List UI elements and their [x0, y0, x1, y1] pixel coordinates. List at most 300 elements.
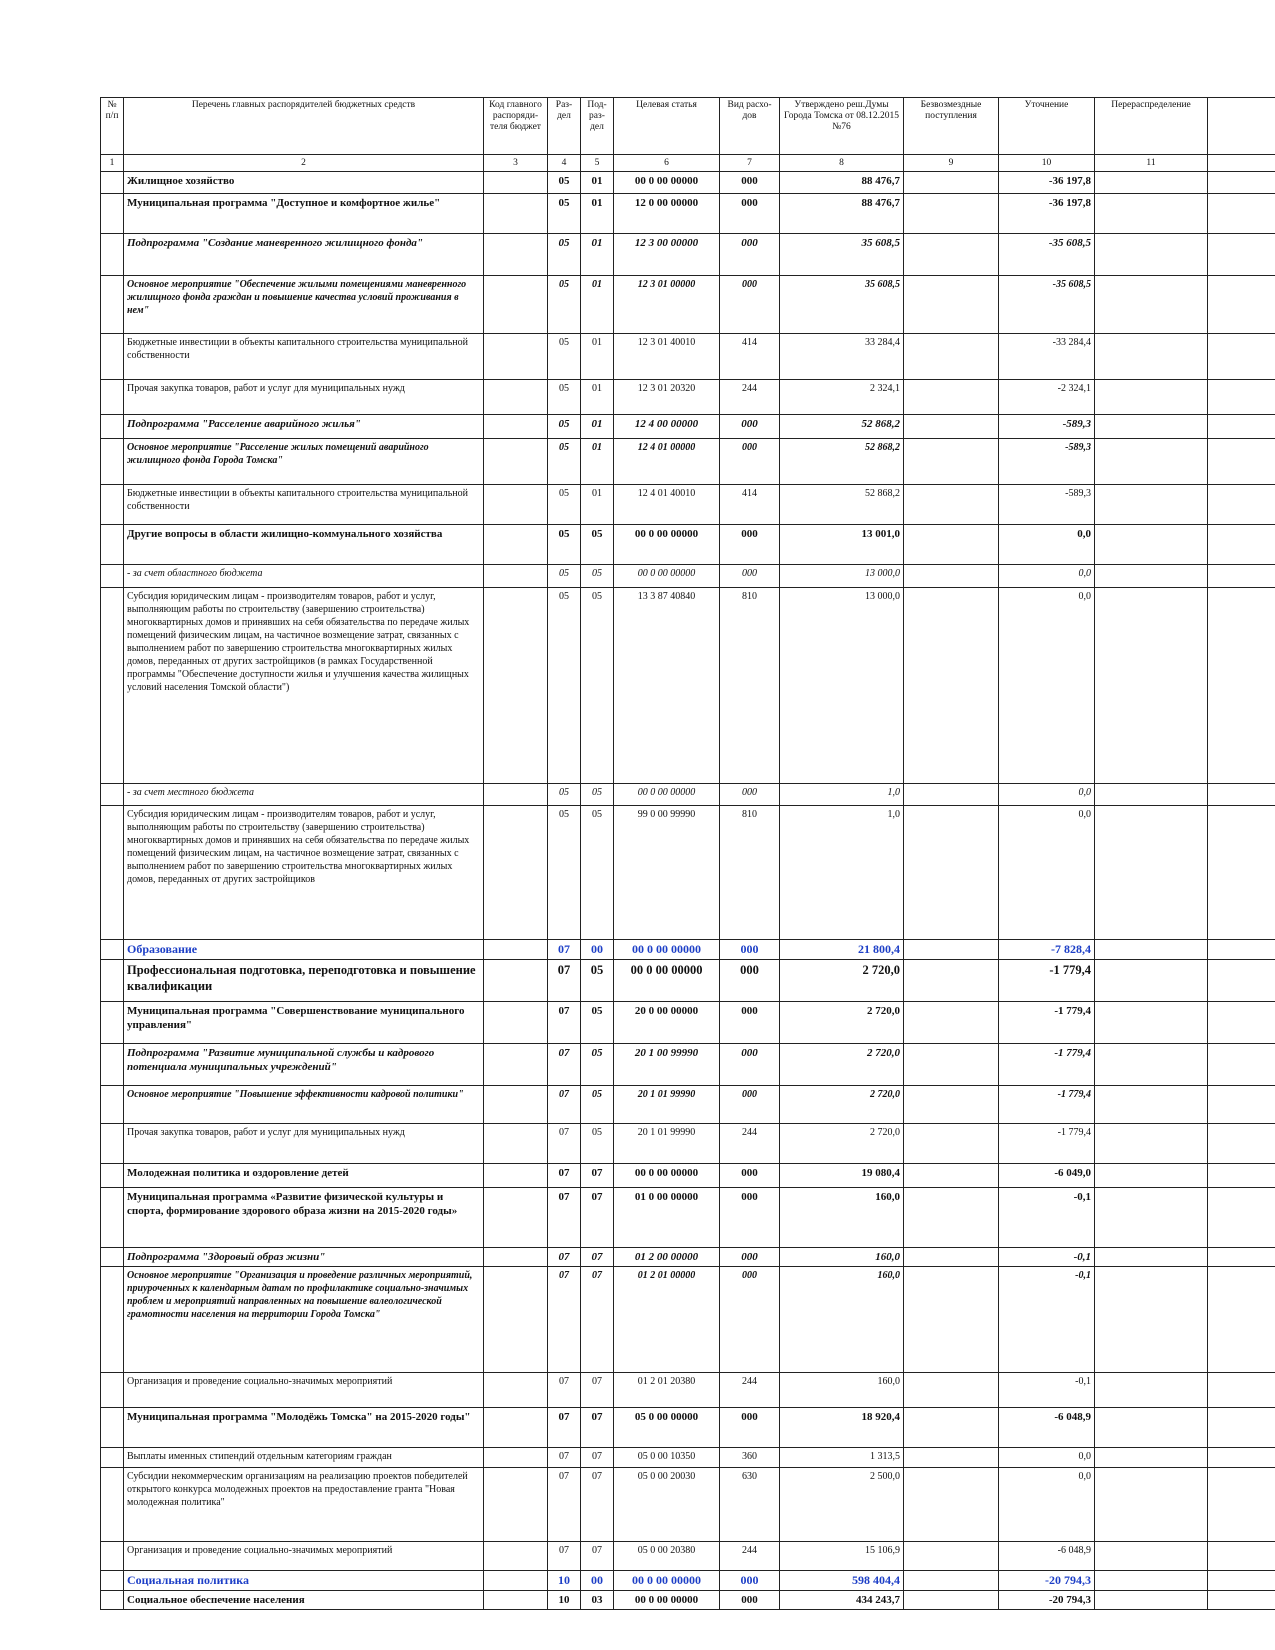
row-number-cell — [101, 276, 124, 334]
manager-code-cell — [484, 1267, 548, 1373]
redistribution-cell — [1095, 784, 1208, 806]
table-row — [101, 1542, 1275, 1571]
item-name-cell: Подпрограмма "Развитие муниципальной службы и кадрового потенциала муниципальных учреждений" — [124, 1044, 484, 1086]
target-article-cell: 00 0 00 00000 — [614, 1571, 720, 1591]
refinement-cell: -589,3 — [999, 415, 1095, 439]
row-number-cell — [101, 1086, 124, 1124]
table-row — [101, 1571, 1275, 1591]
item-name-cell: Организация и проведение социально-значимых мероприятий — [124, 1542, 484, 1571]
target-article-cell: 12 3 00 00000 — [614, 234, 720, 276]
target-article-cell: 00 0 00 00000 — [614, 940, 720, 960]
razdel-cell: 05 — [548, 380, 581, 415]
approved-amount-cell: 19 080,4 — [780, 1164, 904, 1188]
target-article-cell: 05 0 00 10350 — [614, 1448, 720, 1468]
redistribution-cell — [1095, 415, 1208, 439]
refinement-cell: 0,0 — [999, 806, 1095, 940]
redistribution-cell — [1095, 1086, 1208, 1124]
refinement-cell: -1 779,4 — [999, 1086, 1095, 1124]
table-row — [101, 334, 1275, 380]
cutoff-cell — [1208, 1571, 1275, 1591]
grants-cell — [904, 276, 999, 334]
razdel-cell: 05 — [548, 784, 581, 806]
grants-cell — [904, 784, 999, 806]
manager-code-cell — [484, 334, 548, 380]
row-number-cell — [101, 1591, 124, 1610]
razdel-cell: 07 — [548, 1002, 581, 1044]
col-number: 10 — [999, 155, 1095, 172]
row-number-cell — [101, 1044, 124, 1086]
row-number-cell — [101, 960, 124, 1002]
manager-code-cell — [484, 960, 548, 1002]
razdel-cell: 07 — [548, 1086, 581, 1124]
cutoff-cell — [1208, 276, 1275, 334]
refinement-cell: -0,1 — [999, 1267, 1095, 1373]
manager-code-cell — [484, 1571, 548, 1591]
redistribution-cell — [1095, 334, 1208, 380]
col-number — [1208, 155, 1275, 172]
grants-cell — [904, 234, 999, 276]
cutoff-cell — [1208, 485, 1275, 525]
podrazdel-cell: 01 — [581, 172, 614, 194]
target-article-cell: 01 2 01 20380 — [614, 1373, 720, 1408]
expense-type-cell: 000 — [720, 525, 780, 565]
razdel-cell: 05 — [548, 334, 581, 380]
cutoff-cell — [1208, 1373, 1275, 1408]
redistribution-cell — [1095, 380, 1208, 415]
item-name-cell: Субсидии некоммерческим организациям на реализацию проектов победителей открытого конкурса молодежных проектов на предоставление гранта "Новая молодежная политика" — [124, 1468, 484, 1542]
table-row — [101, 1591, 1275, 1610]
redistribution-cell — [1095, 172, 1208, 194]
redistribution-cell — [1095, 1044, 1208, 1086]
grants-cell — [904, 1448, 999, 1468]
table-row — [101, 1448, 1275, 1468]
col-number: 5 — [581, 155, 614, 172]
approved-amount-cell: 598 404,4 — [780, 1571, 904, 1591]
razdel-cell: 05 — [548, 485, 581, 525]
expense-type-cell: 000 — [720, 1002, 780, 1044]
cutoff-cell — [1208, 1086, 1275, 1124]
row-number-cell — [101, 1124, 124, 1164]
redistribution-cell — [1095, 940, 1208, 960]
grants-cell — [904, 525, 999, 565]
redistribution-cell — [1095, 1267, 1208, 1373]
manager-code-cell — [484, 415, 548, 439]
cutoff-cell — [1208, 806, 1275, 940]
expense-type-cell: 244 — [720, 1373, 780, 1408]
podrazdel-cell: 07 — [581, 1373, 614, 1408]
item-name-cell: Основное мероприятие "Повышение эффективности кадровой политики" — [124, 1086, 484, 1124]
manager-code-cell — [484, 1448, 548, 1468]
row-number-cell — [101, 1542, 124, 1571]
col-header: Целевая статья — [614, 98, 720, 155]
redistribution-cell — [1095, 806, 1208, 940]
manager-code-cell — [484, 565, 548, 588]
refinement-cell: -0,1 — [999, 1373, 1095, 1408]
row-number-cell — [101, 1267, 124, 1373]
grants-cell — [904, 1408, 999, 1448]
expense-type-cell: 000 — [720, 1267, 780, 1373]
table-row — [101, 940, 1275, 960]
target-article-cell: 20 1 00 99990 — [614, 1044, 720, 1086]
target-article-cell: 20 1 01 99990 — [614, 1086, 720, 1124]
item-name-cell: Бюджетные инвестиции в объекты капитального строительства муниципальной собственности — [124, 485, 484, 525]
redistribution-cell — [1095, 565, 1208, 588]
razdel-cell: 07 — [548, 1448, 581, 1468]
col-header: Код главного распоряди-теля бюджет — [484, 98, 548, 155]
item-name-cell: Подпрограмма "Расселение аварийного жилья" — [124, 415, 484, 439]
item-name-cell: Подпрограмма "Создание маневренного жилищного фонда" — [124, 234, 484, 276]
col-number: 11 — [1095, 155, 1208, 172]
cutoff-cell — [1208, 194, 1275, 234]
podrazdel-cell: 07 — [581, 1248, 614, 1267]
cutoff-cell — [1208, 334, 1275, 380]
approved-amount-cell: 160,0 — [780, 1373, 904, 1408]
table-row — [101, 234, 1275, 276]
podrazdel-cell: 07 — [581, 1448, 614, 1468]
manager-code-cell — [484, 1248, 548, 1267]
row-number-cell — [101, 784, 124, 806]
target-article-cell: 20 1 01 99990 — [614, 1124, 720, 1164]
row-number-cell — [101, 1002, 124, 1044]
manager-code-cell — [484, 439, 548, 485]
refinement-cell: -2 324,1 — [999, 380, 1095, 415]
podrazdel-cell: 07 — [581, 1542, 614, 1571]
razdel-cell: 07 — [548, 1267, 581, 1373]
podrazdel-cell: 01 — [581, 234, 614, 276]
expense-type-cell: 244 — [720, 1124, 780, 1164]
cutoff-cell — [1208, 1542, 1275, 1571]
expense-type-cell: 000 — [720, 1188, 780, 1248]
cutoff-cell — [1208, 439, 1275, 485]
grants-cell — [904, 960, 999, 1002]
item-name-cell: Социальное обеспечение населения — [124, 1591, 484, 1610]
approved-amount-cell: 88 476,7 — [780, 172, 904, 194]
target-article-cell: 05 0 00 00000 — [614, 1408, 720, 1448]
redistribution-cell — [1095, 1448, 1208, 1468]
table-row — [101, 1248, 1275, 1267]
manager-code-cell — [484, 1468, 548, 1542]
item-name-cell: - за счет местного бюджета — [124, 784, 484, 806]
manager-code-cell — [484, 194, 548, 234]
approved-amount-cell: 52 868,2 — [780, 485, 904, 525]
col-header: Утверждено реш.Думы Города Томска от 08.12.2015 №76 — [780, 98, 904, 155]
approved-amount-cell: 13 000,0 — [780, 588, 904, 784]
row-number-cell — [101, 1571, 124, 1591]
cutoff-cell — [1208, 1448, 1275, 1468]
expense-type-cell: 000 — [720, 415, 780, 439]
cutoff-cell — [1208, 1591, 1275, 1610]
target-article-cell: 12 3 01 00000 — [614, 276, 720, 334]
podrazdel-cell: 03 — [581, 1591, 614, 1610]
podrazdel-cell: 05 — [581, 1124, 614, 1164]
expense-type-cell: 000 — [720, 234, 780, 276]
cutoff-cell — [1208, 1267, 1275, 1373]
expense-type-cell: 244 — [720, 380, 780, 415]
item-name-cell: Жилищное хозяйство — [124, 172, 484, 194]
cutoff-cell — [1208, 525, 1275, 565]
approved-amount-cell: 13 000,0 — [780, 565, 904, 588]
item-name-cell: Основное мероприятие "Обеспечение жилыми помещениями маневренного жилищного фонда граждан и повышение качества условий проживания в нем" — [124, 276, 484, 334]
cutoff-cell — [1208, 1164, 1275, 1188]
expense-type-cell: 000 — [720, 565, 780, 588]
refinement-cell: -20 794,3 — [999, 1591, 1095, 1610]
refinement-cell: -36 197,8 — [999, 194, 1095, 234]
redistribution-cell — [1095, 1164, 1208, 1188]
podrazdel-cell: 01 — [581, 439, 614, 485]
podrazdel-cell: 05 — [581, 588, 614, 784]
item-name-cell: Профессиональная подготовка, переподготовка и повышение квалификации — [124, 960, 484, 1002]
col-number: 7 — [720, 155, 780, 172]
table-row — [101, 1124, 1275, 1164]
item-name-cell: Организация и проведение социально-значимых мероприятий — [124, 1373, 484, 1408]
expense-type-cell: 000 — [720, 1164, 780, 1188]
razdel-cell: 07 — [548, 1468, 581, 1542]
redistribution-cell — [1095, 1542, 1208, 1571]
manager-code-cell — [484, 1124, 548, 1164]
approved-amount-cell: 2 720,0 — [780, 1124, 904, 1164]
row-number-cell — [101, 1468, 124, 1542]
target-article-cell: 13 3 87 40840 — [614, 588, 720, 784]
row-number-cell — [101, 380, 124, 415]
grants-cell — [904, 415, 999, 439]
redistribution-cell — [1095, 1124, 1208, 1164]
razdel-cell: 05 — [548, 276, 581, 334]
refinement-cell: -1 779,4 — [999, 1002, 1095, 1044]
table-row — [101, 172, 1275, 194]
manager-code-cell — [484, 1591, 548, 1610]
razdel-cell: 05 — [548, 415, 581, 439]
manager-code-cell — [484, 485, 548, 525]
target-article-cell: 00 0 00 00000 — [614, 1164, 720, 1188]
col-header: Уточнение — [999, 98, 1095, 155]
grants-cell — [904, 439, 999, 485]
cutoff-cell — [1208, 234, 1275, 276]
razdel-cell: 05 — [548, 194, 581, 234]
col-number: 2 — [124, 155, 484, 172]
item-name-cell: Другие вопросы в области жилищно-коммунального хозяйства — [124, 525, 484, 565]
approved-amount-cell: 88 476,7 — [780, 194, 904, 234]
approved-amount-cell: 2 720,0 — [780, 1044, 904, 1086]
podrazdel-cell: 05 — [581, 784, 614, 806]
razdel-cell: 05 — [548, 439, 581, 485]
redistribution-cell — [1095, 276, 1208, 334]
table-row — [101, 1408, 1275, 1448]
approved-amount-cell: 2 720,0 — [780, 960, 904, 1002]
table-row — [101, 1044, 1275, 1086]
podrazdel-cell: 01 — [581, 380, 614, 415]
podrazdel-cell: 01 — [581, 194, 614, 234]
manager-code-cell — [484, 588, 548, 784]
approved-amount-cell: 35 608,5 — [780, 234, 904, 276]
row-number-cell — [101, 588, 124, 784]
col-header: Раз-дел — [548, 98, 581, 155]
item-name-cell: Социальная политика — [124, 1571, 484, 1591]
row-number-cell — [101, 234, 124, 276]
target-article-cell: 12 3 01 20320 — [614, 380, 720, 415]
table-row — [101, 1373, 1275, 1408]
table-row — [101, 784, 1275, 806]
approved-amount-cell: 2 720,0 — [780, 1086, 904, 1124]
manager-code-cell — [484, 380, 548, 415]
table-row — [101, 1002, 1275, 1044]
approved-amount-cell: 1,0 — [780, 806, 904, 940]
table-row — [101, 276, 1275, 334]
refinement-cell: -36 197,8 — [999, 172, 1095, 194]
item-name-cell: Муниципальная программа "Совершенствование муниципального управления" — [124, 1002, 484, 1044]
grants-cell — [904, 334, 999, 380]
expense-type-cell: 000 — [720, 1571, 780, 1591]
grants-cell — [904, 1571, 999, 1591]
cutoff-cell — [1208, 172, 1275, 194]
grants-cell — [904, 1188, 999, 1248]
grants-cell — [904, 380, 999, 415]
expense-type-cell: 414 — [720, 485, 780, 525]
grants-cell — [904, 194, 999, 234]
cutoff-cell — [1208, 1408, 1275, 1448]
table-row — [101, 194, 1275, 234]
table-row — [101, 806, 1275, 940]
manager-code-cell — [484, 784, 548, 806]
item-name-cell: Основное мероприятие "Организация и проведение различных мероприятий, приуроченных к календарным датам по профилактике социально-значимых проблем и мероприятий направленных на повышение валеологической грамотности населения на территории Города Томска" — [124, 1267, 484, 1373]
grants-cell — [904, 565, 999, 588]
grants-cell — [904, 1267, 999, 1373]
manager-code-cell — [484, 1188, 548, 1248]
item-name-cell: Муниципальная программа "Доступное и комфортное жилье" — [124, 194, 484, 234]
grants-cell — [904, 1373, 999, 1408]
razdel-cell: 05 — [548, 172, 581, 194]
grants-cell — [904, 588, 999, 784]
podrazdel-cell: 07 — [581, 1188, 614, 1248]
expense-type-cell: 000 — [720, 784, 780, 806]
approved-amount-cell: 33 284,4 — [780, 334, 904, 380]
razdel-cell: 10 — [548, 1571, 581, 1591]
item-name-cell: Прочая закупка товаров, работ и услуг для муниципальных нужд — [124, 1124, 484, 1164]
grants-cell — [904, 1044, 999, 1086]
grants-cell — [904, 1002, 999, 1044]
redistribution-cell — [1095, 525, 1208, 565]
cutoff-cell — [1208, 1468, 1275, 1542]
redistribution-cell — [1095, 1373, 1208, 1408]
table-row — [101, 525, 1275, 565]
target-article-cell: 00 0 00 00000 — [614, 960, 720, 1002]
header-row — [101, 98, 1275, 155]
cutoff-cell — [1208, 565, 1275, 588]
col-header: № п/п — [101, 98, 124, 155]
row-number-cell — [101, 1448, 124, 1468]
target-article-cell: 00 0 00 00000 — [614, 525, 720, 565]
approved-amount-cell: 434 243,7 — [780, 1591, 904, 1610]
refinement-cell: -6 048,9 — [999, 1408, 1095, 1448]
razdel-cell: 07 — [548, 1188, 581, 1248]
item-name-cell: Субсидия юридическим лицам - производителям товаров, работ и услуг, выполняющим работы по строительству (завершению строительства) многоквартирных домов и принявших на себя обязательства по передаче жилых помещений физическим лицам, на частичное возмещение затрат, связанных с выполнением работ по завершению строительства многоквартирных жилых домов, переданных от других застройщиков (в рамках Государственной программы "Обеспечение доступности жилья и улучшения качества жилищных условий населения Томской области") — [124, 588, 484, 784]
redistribution-cell — [1095, 960, 1208, 1002]
refinement-cell: -0,1 — [999, 1248, 1095, 1267]
podrazdel-cell: 05 — [581, 525, 614, 565]
col-header: Перечень главных распорядителей бюджетных средств — [124, 98, 484, 155]
col-header: Перераспределение — [1095, 98, 1208, 155]
cutoff-cell — [1208, 1188, 1275, 1248]
approved-amount-cell: 21 800,4 — [780, 940, 904, 960]
podrazdel-cell: 01 — [581, 485, 614, 525]
grants-cell — [904, 1124, 999, 1164]
redistribution-cell — [1095, 234, 1208, 276]
approved-amount-cell: 2 720,0 — [780, 1002, 904, 1044]
target-article-cell: 12 4 01 40010 — [614, 485, 720, 525]
razdel-cell: 05 — [548, 588, 581, 784]
razdel-cell: 07 — [548, 1542, 581, 1571]
approved-amount-cell: 160,0 — [780, 1188, 904, 1248]
col-header-cutoff — [1208, 98, 1275, 155]
podrazdel-cell: 07 — [581, 1267, 614, 1373]
podrazdel-cell: 01 — [581, 276, 614, 334]
target-article-cell: 05 0 00 20030 — [614, 1468, 720, 1542]
podrazdel-cell: 07 — [581, 1408, 614, 1448]
col-number: 3 — [484, 155, 548, 172]
redistribution-cell — [1095, 1571, 1208, 1591]
target-article-cell: 00 0 00 00000 — [614, 1591, 720, 1610]
target-article-cell: 01 0 00 00000 — [614, 1188, 720, 1248]
row-number-cell — [101, 940, 124, 960]
redistribution-cell — [1095, 1188, 1208, 1248]
refinement-cell: -1 779,4 — [999, 1124, 1095, 1164]
podrazdel-cell: 01 — [581, 334, 614, 380]
target-article-cell: 12 4 01 00000 — [614, 439, 720, 485]
razdel-cell: 05 — [548, 525, 581, 565]
col-header: Вид расхо-дов — [720, 98, 780, 155]
item-name-cell: Субсидия юридическим лицам - производителям товаров, работ и услуг, выполняющим работы по строительству (завершению строительства) многоквартирных домов и принявших на себя обязательства по передаче жилых помещений физическим лицам, на частичное возмещение затрат, связанных с выполнением работ по завершению строительства многоквартирных жилых домов, переданных от других застройщиков — [124, 806, 484, 940]
approved-amount-cell: 160,0 — [780, 1267, 904, 1373]
item-name-cell: - за счет областного бюджета — [124, 565, 484, 588]
table-row — [101, 588, 1275, 784]
refinement-cell: -0,1 — [999, 1188, 1095, 1248]
target-article-cell: 20 0 00 00000 — [614, 1002, 720, 1044]
item-name-cell: Бюджетные инвестиции в объекты капитального строительства муниципальной собственности — [124, 334, 484, 380]
table-row — [101, 380, 1275, 415]
podrazdel-cell: 00 — [581, 940, 614, 960]
expense-type-cell: 000 — [720, 172, 780, 194]
cutoff-cell — [1208, 588, 1275, 784]
table-row — [101, 960, 1275, 1002]
col-number: 8 — [780, 155, 904, 172]
razdel-cell: 07 — [548, 940, 581, 960]
podrazdel-cell: 05 — [581, 1002, 614, 1044]
refinement-cell: 0,0 — [999, 588, 1095, 784]
manager-code-cell — [484, 1086, 548, 1124]
approved-amount-cell: 18 920,4 — [780, 1408, 904, 1448]
razdel-cell: 07 — [548, 1248, 581, 1267]
cutoff-cell — [1208, 1044, 1275, 1086]
refinement-cell: 0,0 — [999, 565, 1095, 588]
target-article-cell: 01 2 00 00000 — [614, 1248, 720, 1267]
refinement-cell: 0,0 — [999, 525, 1095, 565]
refinement-cell: -6 048,9 — [999, 1542, 1095, 1571]
expense-type-cell: 630 — [720, 1468, 780, 1542]
redistribution-cell — [1095, 194, 1208, 234]
razdel-cell: 07 — [548, 1164, 581, 1188]
target-article-cell: 00 0 00 00000 — [614, 172, 720, 194]
cutoff-cell — [1208, 415, 1275, 439]
item-name-cell: Муниципальная программа "Молодёжь Томска" на 2015-2020 годы" — [124, 1408, 484, 1448]
redistribution-cell — [1095, 1248, 1208, 1267]
approved-amount-cell: 13 001,0 — [780, 525, 904, 565]
row-number-cell — [101, 1164, 124, 1188]
manager-code-cell — [484, 940, 548, 960]
grants-cell — [904, 1542, 999, 1571]
cutoff-cell — [1208, 1002, 1275, 1044]
grants-cell — [904, 1086, 999, 1124]
manager-code-cell — [484, 525, 548, 565]
target-article-cell: 12 3 01 40010 — [614, 334, 720, 380]
